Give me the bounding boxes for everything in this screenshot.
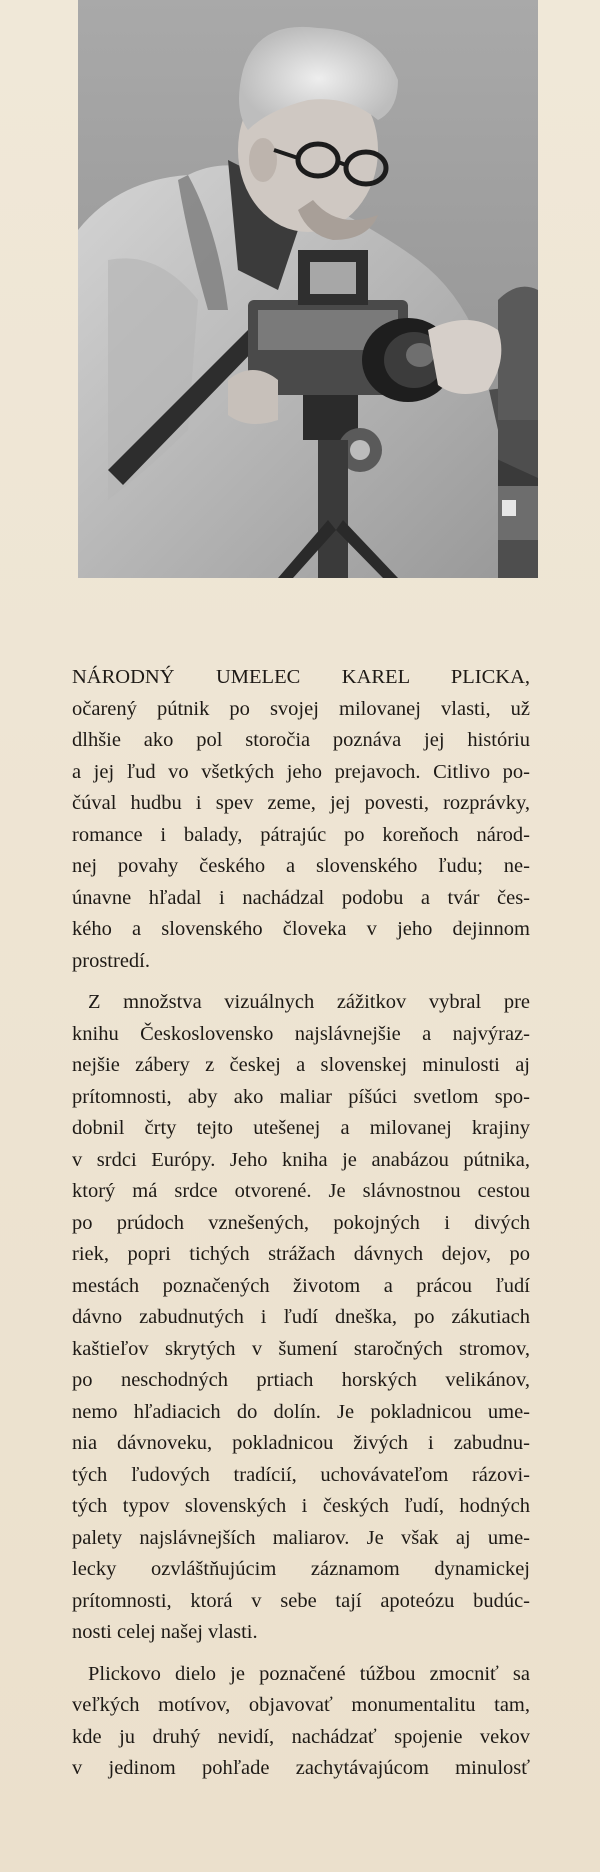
text-line: tých ľudových tradícií, uchovávateľom rázovi- xyxy=(72,1463,530,1486)
text-line: nia dávnoveku, pokladnicou živých i zabudnu- xyxy=(72,1432,530,1454)
text-line: ktorý má srdce otvorené. Je slávnostnou cestou xyxy=(72,1180,530,1202)
text-line: a jej ľud vo všetkých jeho prejavoch. Citlivo po- xyxy=(72,760,530,783)
text-line: dlhšie ako pol storočia poznáva jej históriu xyxy=(72,729,530,751)
text-line: v srdci Európy. Jeho kniha je anabázou pútnika, xyxy=(72,1148,530,1171)
text-line: kde ju druhý nevidí, nachádzať spojenie vekov xyxy=(72,1725,530,1748)
text-line: očarený pútnik po svojej milovanej vlasti, už xyxy=(72,697,530,720)
text-line: po prúdoch vznešených, pokojných i divých xyxy=(72,1211,530,1234)
article-text xyxy=(72,662,530,1785)
text-line: veľkých motívov, objavovať monumentalitu tam, xyxy=(72,1694,530,1716)
text-line: mestách poznačených životom a prácou ľudí xyxy=(72,1274,530,1297)
text-line: nemo hľadiacich do dolín. Je pokladnicou ume- xyxy=(72,1400,530,1423)
photographer-portrait-photo xyxy=(78,0,538,578)
paragraph-3 xyxy=(72,1659,530,1785)
paragraph-2 xyxy=(72,987,530,1649)
paragraph-1 xyxy=(72,662,530,977)
text-line: nosti celej našej vlasti. xyxy=(72,1621,258,1643)
text-line: romance i balady, pátrajúc po koreňoch národ- xyxy=(72,823,530,846)
text-line: po neschodných prtiach horských velikánov, xyxy=(72,1369,530,1391)
text-line: únavne hľadal i nachádzal podobu a tvár čes- xyxy=(72,886,530,909)
text-line: nejšie zábery z českej a slovenskej minulosti aj xyxy=(72,1054,530,1076)
text-line: palety najslávnejších maliarov. Je však aj ume- xyxy=(72,1526,530,1549)
text-line: tých typov slovenských i českých ľudí, hodných xyxy=(72,1495,530,1517)
text-line: nej povahy českého a slovenského ľudu; ne- xyxy=(72,855,530,877)
text-line: prítomnosti, aby ako maliar píšúci svetlom spo- xyxy=(72,1085,530,1108)
text-line: prostredí. xyxy=(72,949,150,972)
text-line: kaštieľov skrytých v šumení staročných stromov, xyxy=(72,1337,530,1360)
text-line: v jedinom pohľade zachytávajúcom minulosť xyxy=(72,1757,530,1779)
text-line: čúval hudbu i spev zeme, jej povesti, rozprávky, xyxy=(72,792,530,814)
text-line: knihu Československo najslávnejšie a najvýraz- xyxy=(72,1022,530,1045)
text-line: dobnil črty tejto utešenej a milovanej krajiny xyxy=(72,1117,530,1139)
text-line: lecky ozvláštňujúcim záznamom dynamickej xyxy=(72,1558,530,1580)
text-line: Z množstva vizuálnych zážitkov vybral pre xyxy=(88,991,530,1013)
text-line: NÁRODNÝ UMELEC KAREL PLICKA, xyxy=(72,666,530,688)
text-line: Plickovo dielo je poznačené túžbou zmocniť sa xyxy=(88,1662,530,1685)
text-line: prítomnosti, ktorá v sebe tají apoteózu budúc- xyxy=(72,1589,530,1612)
text-line: riek, popri tichých strážach dávnych dejov, po xyxy=(72,1243,530,1265)
text-line: dávno zabudnutých i ľudí dneška, po zákutiach xyxy=(72,1306,530,1328)
text-line: kého a slovenského človeka v jeho dejinnom xyxy=(72,918,530,940)
